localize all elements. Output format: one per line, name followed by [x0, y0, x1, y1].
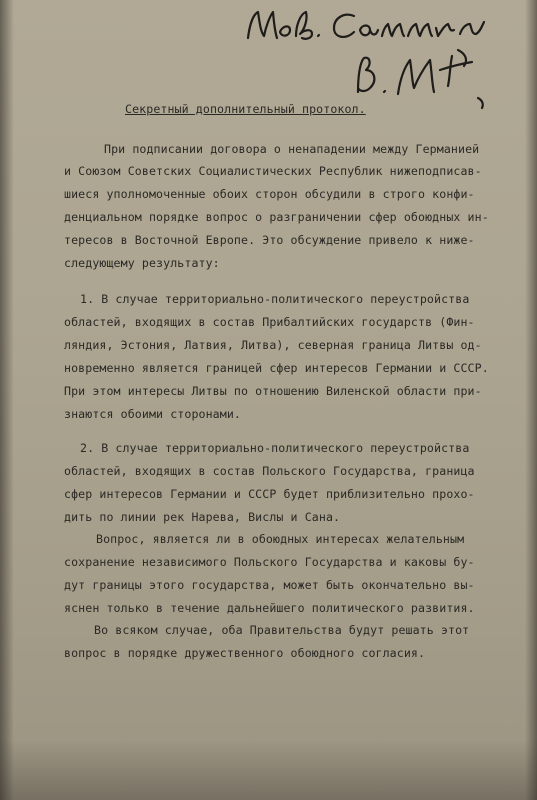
text-line: областей, входящих в состав Польского Государства, граница	[64, 464, 475, 478]
text-line: 2. В случае территориально-политического переустройства	[80, 441, 470, 455]
text-line: ляндия, Эстония, Латвия, Литва), северная граница Литвы од-	[64, 338, 482, 352]
text-line: 1. В случае территориально-политического переустройства	[80, 292, 470, 306]
signature-image	[220, 0, 520, 110]
text-line: знаются обоими сторонами.	[64, 407, 242, 421]
text-line: и Союзом Советских Социалистических Республик нижеподписав-	[64, 164, 482, 178]
text-line: денциальном порядке вопрос о разграничении сфер обоюдных ин-	[64, 210, 489, 224]
text-line: вопрос в порядке дружественного обоюдного согласия.	[64, 646, 426, 660]
text-line: тересов в Восточной Европе. Это обсуждение привело к ниже-	[64, 233, 475, 247]
text-line: яснен только в течение дальнейшего политического развития.	[64, 601, 475, 615]
document-heading: Секретный дополнительный протокол.	[125, 102, 366, 116]
text-line: Во всяком случае, оба Правительства будут решать этот	[94, 623, 470, 637]
text-line: сохранение независимого Польского Государства и каковы бу-	[64, 555, 475, 569]
text-line: следующему результату:	[64, 256, 220, 270]
text-line: дить по линии рек Нарева, Вислы и Сана.	[64, 510, 341, 524]
text-line: новременно является границей сфер интересов Германии и СССР.	[64, 361, 489, 375]
handwritten-signatures	[220, 0, 520, 110]
page-edge-shadow-right	[525, 0, 537, 800]
text-line: Вопрос, является ли в обоюдных интересах желательным	[96, 532, 465, 546]
text-line: сфер интересов Германии и СССР будет приблизительно прохо-	[64, 487, 475, 501]
text-line: дут границы этого государства, может быть окончательно вы-	[64, 578, 475, 592]
text-line: При этом интересы Литвы по отношению Виленской области при-	[64, 384, 482, 398]
text-line: При подписании договора о ненападении между Германией	[104, 142, 480, 156]
text-line: шиеся уполномоченные обоих сторон обсудили в строго конфи-	[64, 187, 475, 201]
page-bottom-shadow	[0, 740, 537, 800]
text-line: областей, входящих в состав Прибалтийских государств (Фин-	[64, 315, 475, 329]
page-edge-shadow-left	[0, 0, 14, 800]
